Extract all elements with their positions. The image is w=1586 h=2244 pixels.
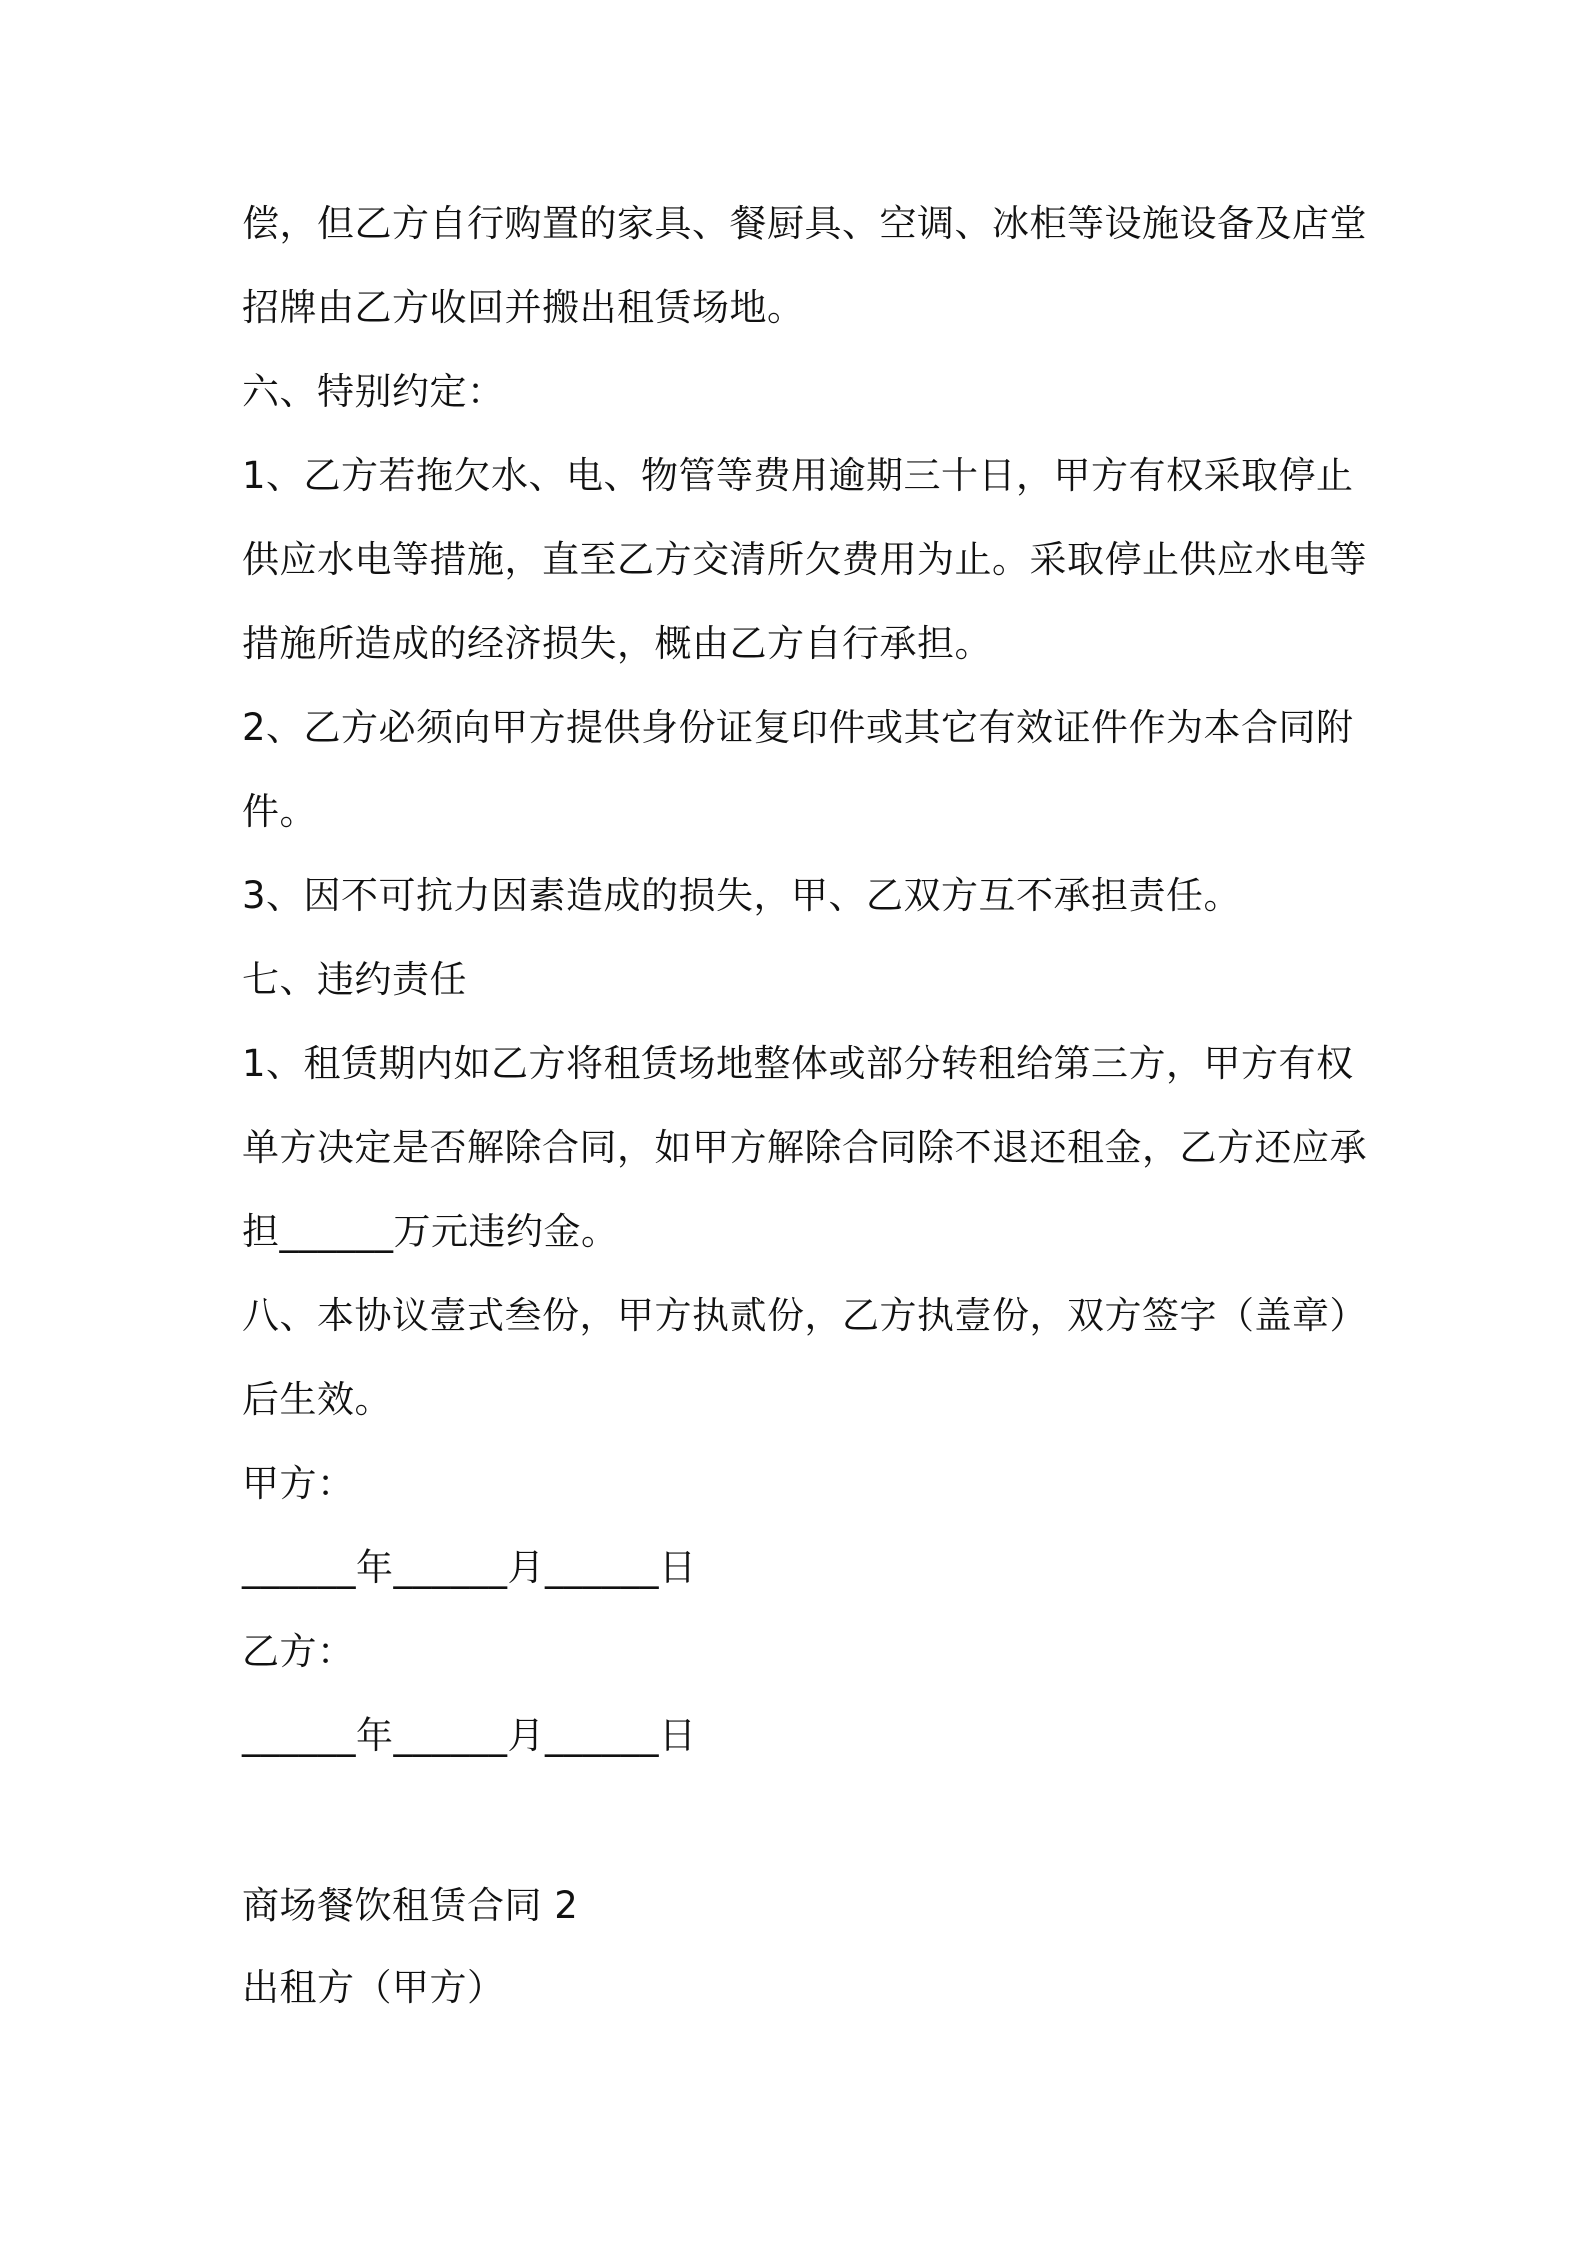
text-line-4: 1、乙方若拖欠水、电、物管等费用逾期三十日，甲方有权采取停止: [242, 454, 1354, 497]
party-a-date-line: ______年______月______日: [242, 1546, 697, 1589]
text-line-12: 单方决定是否解除合同，如甲方解除合同除不退还租金，乙方还应承: [242, 1126, 1367, 1169]
text-line-14: 八、本协议壹式叁份，甲方执贰份，乙方执壹份，双方签字（盖章）: [242, 1294, 1367, 1337]
text-line-11: 1、租赁期内如乙方将租赁场地整体或部分转租给第三方，甲方有权: [242, 1042, 1354, 1085]
contract-title-2: 商场餐饮租赁合同 2: [242, 1884, 579, 1927]
text-line-9: 3、因不可抗力因素造成的损失，甲、乙双方互不承担责任。: [242, 874, 1242, 917]
party-b-date-line: ______年______月______日: [242, 1714, 697, 1757]
party-a-label: 甲方：: [242, 1462, 355, 1505]
section-heading-breach: 七、违约责任: [242, 958, 467, 1001]
text-line-2: 招牌由乙方收回并搬出租赁场地。: [242, 286, 805, 329]
lessor-heading: 出租方（甲方）: [242, 1966, 505, 2009]
text-line-8: 件。: [242, 790, 317, 833]
text-line-15: 后生效。: [242, 1378, 392, 1421]
text-line-5: 供应水电等措施，直至乙方交清所欠费用为止。采取停止供应水电等: [242, 538, 1367, 581]
text-line-13: 担______万元违约金。: [242, 1210, 619, 1253]
text-line-7: 2、乙方必须向甲方提供身份证复印件或其它有效证件作为本合同附: [242, 706, 1354, 749]
text-line-6: 措施所造成的经济损失，概由乙方自行承担。: [242, 622, 992, 665]
section-heading-special-terms: 六、特别约定：: [242, 370, 505, 413]
party-b-label: 乙方：: [242, 1630, 355, 1673]
text-line-1: 偿，但乙方自行购置的家具、餐厨具、空调、冰柜等设施设备及店堂: [242, 202, 1367, 245]
